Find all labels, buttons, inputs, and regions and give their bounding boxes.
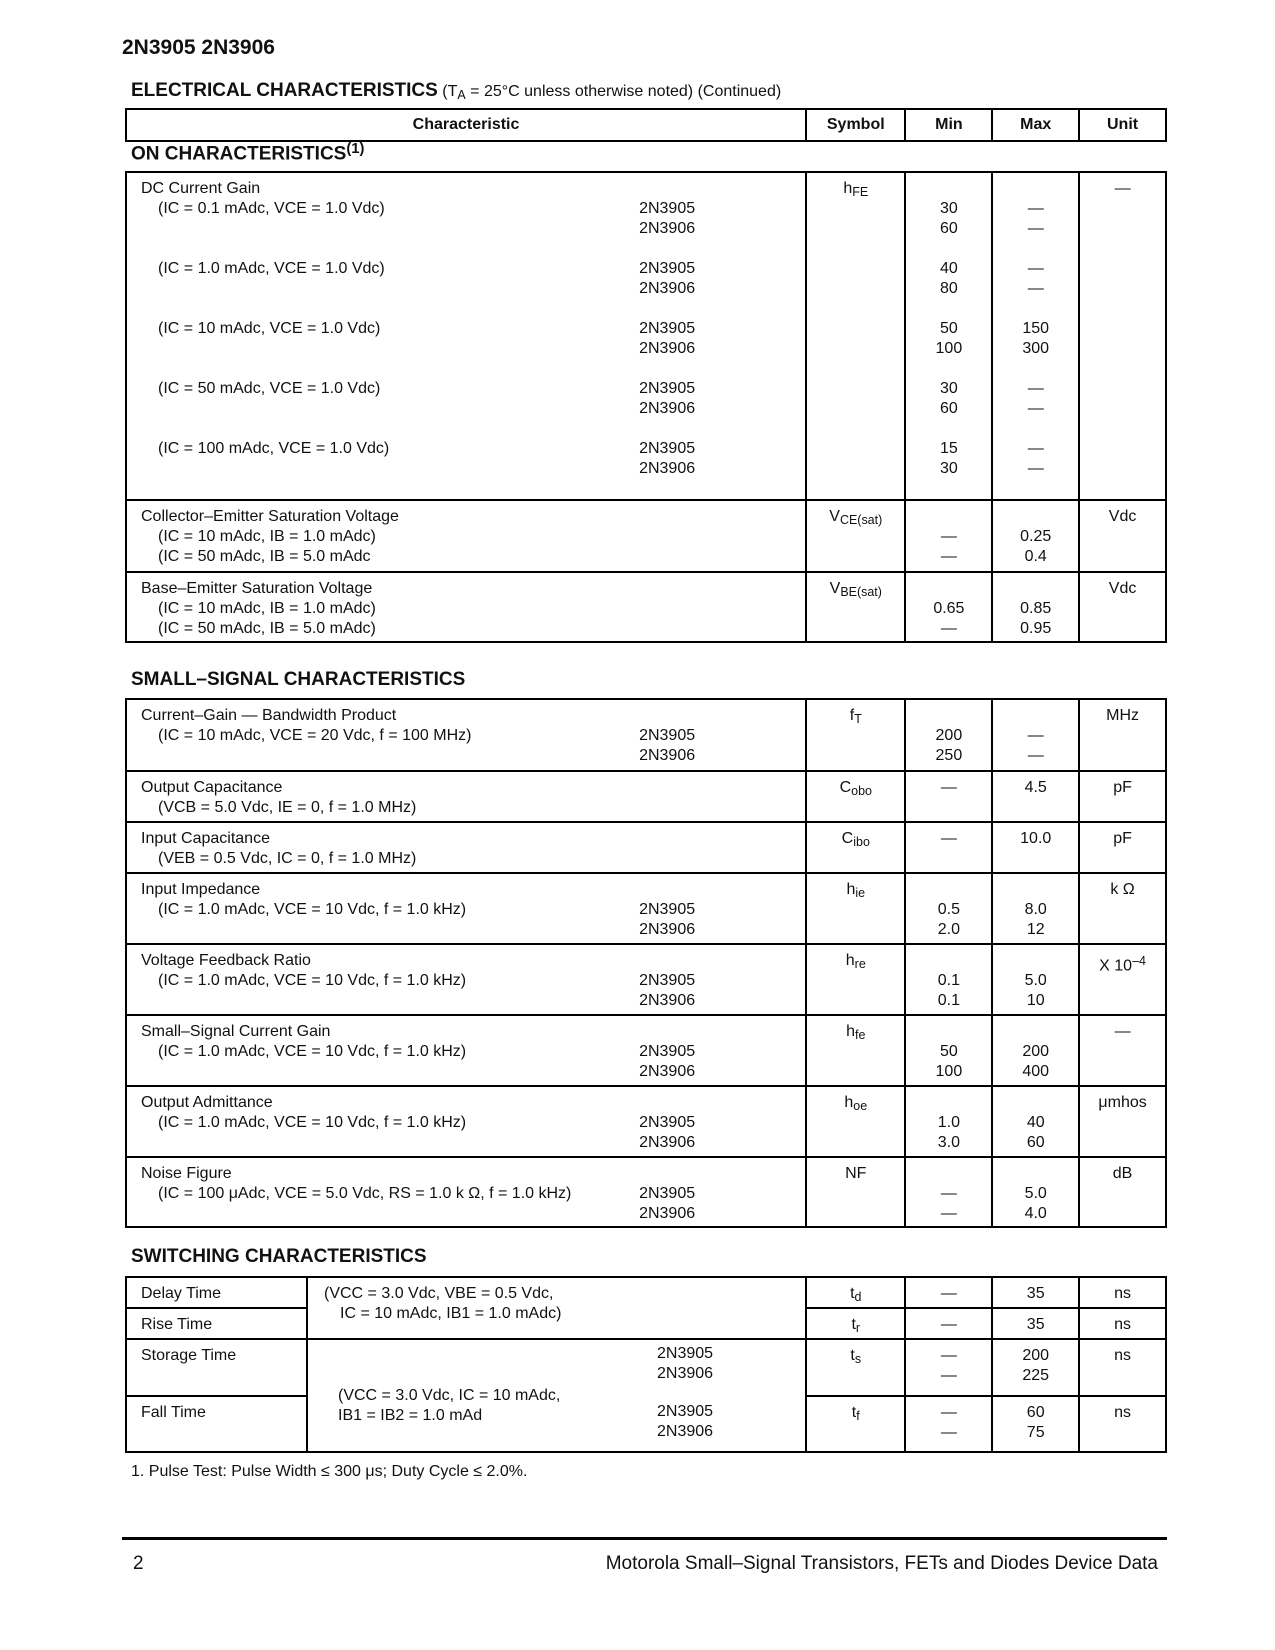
device-label: 2N3906 [639,921,696,938]
device-label: 2N3906 [639,460,696,477]
condition-text: (IC = 10 mAdc, IB = 1.0 mAdc) [158,528,376,545]
header-characteristic: Characteristic [126,109,806,141]
unit-cell: k Ω [1079,873,1166,944]
table-row [126,873,1166,944]
document-header: 2N3905 2N3906 [122,36,275,59]
symbol-cell: $h_{ie}$ [806,873,905,944]
condition-text: (IC = 100 mAdc, VCE = 1.0 Vdc) [158,440,390,457]
param-name: Input Impedance [141,881,261,898]
condition-text: (VCC = 3.0 Vdc, VBE = 0.5 Vdc, IC = 10 mAdc, IB1 = 1.0 mAdc) [307,1277,806,1339]
device-label: 2N3905 [639,200,696,217]
title-condition: ($T_A = 25^\circ C$ unless otherwise noted) (Continued) [442,83,782,103]
unit-cell: ns [1079,1339,1166,1396]
device-label: 2N3905 [639,440,696,457]
max-cell: 8.0 12 [992,873,1079,944]
param-name: Rise Time [126,1308,307,1339]
small-signal-table [125,698,1167,1228]
table-row [126,1277,1166,1308]
section-on-characteristics: ON CHARACTERISTICS$^{(1)}$ [131,141,365,165]
max-cell: 5.0 10 [992,944,1079,1015]
symbol-cell: NF [806,1157,905,1227]
condition-text: (VCC = 3.0 Vdc, IC = 10 mAdc, IB1 = IB2 = 1.0 mAd [338,1387,561,1425]
unit-cell: ns [1079,1396,1166,1452]
param-name: Output Capacitance [141,779,283,796]
param-name: Delay Time [126,1277,307,1308]
condition-text: (IC = 50 mAdc, IB = 5.0 mAdc [158,548,371,565]
switching-table [125,1276,1167,1453]
symbol-cell: $h_{re}$ [806,944,905,1015]
device-label: 2N3905 [639,260,696,277]
device-label: 2N3906 [639,340,696,357]
table-row [126,572,1166,642]
device-label: 2N3905 [639,380,696,397]
param-name: Collector–Emitter Saturation Voltage [141,508,399,525]
device-label: 2N3905 [639,972,696,989]
unit-cell: pF [1079,771,1166,822]
device-label: 2N3906 [639,747,696,764]
max-cell: 200 400 [992,1015,1079,1086]
unit-cell: ns [1079,1277,1166,1308]
condition-text: (IC = 1.0 mAdc, VCE = 10 Vdc, f = 1.0 kHz) [158,901,467,918]
table-row [126,822,1166,873]
footnote: 1. Pulse Test: Pulse Width ≤ 300 μs; Duty Cycle ≤ 2.0%. [131,1463,528,1480]
device-label: 2N3906 [657,1365,714,1383]
min-cell: — — [905,1157,992,1227]
device-label: 2N3905 [639,1043,696,1060]
condition-text: (IC = 1.0 mAdc, VCE = 10 Vdc, f = 1.0 kHz) [158,1043,467,1060]
device-label: 2N3905 [657,1345,714,1363]
title-main: ELECTRICAL CHARACTERISTICS [131,80,438,101]
unit-cell: Vdc [1079,500,1166,572]
condition-text: (IC = 10 mAdc, VCE = 1.0 Vdc) [158,320,381,337]
condition-text: (IC = 1.0 mAdc, VCE = 1.0 Vdc) [158,260,385,277]
min-cell: 0.65 — [905,572,992,642]
on-characteristics-table [125,171,1167,643]
device-label: 2N3906 [639,1205,696,1222]
device-label: 2N3906 [639,280,696,297]
header-unit: Unit [1079,109,1166,141]
condition-text: (IC = 1.0 mAdc, VCE = 10 Vdc, f = 1.0 kHz) [158,1114,467,1131]
device-label: 2N3906 [639,1063,696,1080]
max-cell: 40 60 [992,1086,1079,1157]
min-cell: — — [905,1339,992,1396]
min-cell: 0.5 2.0 [905,873,992,944]
header-table [125,108,1167,142]
condition-text: (IC = 50 mAdc, IB = 5.0 mAdc) [158,620,376,637]
param-name: Noise Figure [141,1165,232,1182]
min-cell: 200 250 [905,699,992,771]
max-cell: 60 75 [992,1396,1079,1452]
param-name: Fall Time [126,1396,307,1452]
symbol-cell: $t_s$ [806,1339,905,1396]
symbol-cell: $h_{FE}$ [806,172,905,500]
unit-cell: dB [1079,1157,1166,1227]
min-cell: 50 100 [905,1015,992,1086]
min-cell: — [905,1308,992,1339]
device-label: 2N3906 [639,1134,696,1151]
device-label: 2N3906 [639,992,696,1009]
unit-cell: pF [1079,822,1166,873]
symbol-cell: $h_{fe}$ [806,1015,905,1086]
condition-text: (VCB = 5.0 Vdc, IE = 0, f = 1.0 MHz) [158,799,417,816]
table-row [126,1086,1166,1157]
page-number: 2 [133,1553,144,1574]
symbol-cell: $t_r$ [806,1308,905,1339]
max-cell: 200 225 [992,1339,1079,1396]
condition-text: (VEB = 0.5 Vdc, IC = 0, f = 1.0 MHz) [158,850,417,867]
symbol-cell: $t_f$ [806,1396,905,1452]
footer-source: Motorola Small–Signal Transistors, FETs and Diodes Device Data [605,1553,1158,1574]
symbol-cell: $t_d$ [806,1277,905,1308]
table-title [131,80,781,102]
device-label: 2N3905 [639,901,696,918]
param-name: Storage Time [126,1339,307,1396]
condition-text: (IC = 0.1 mAdc, VCE = 1.0 Vdc) [158,200,385,217]
max-cell: 10.0 [992,822,1079,873]
table-row [126,1339,1166,1396]
param-name: Small–Signal Current Gain [141,1023,331,1040]
condition-text: (IC = 100 μAdc, VCE = 5.0 Vdc, RS = 1.0 k Ω, f = 1.0 kHz) [158,1185,572,1202]
max-cell: — — — — 150 300 — — — — [992,172,1079,500]
table-row [126,944,1166,1015]
min-cell: — — [905,500,992,572]
max-cell: 0.25 0.4 [992,500,1079,572]
table-row [126,1015,1166,1086]
footer-rule [122,1537,1167,1540]
table-row [126,172,1166,500]
min-cell: — [905,771,992,822]
symbol-cell: $V_{CE(sat)}$ [806,500,905,572]
param-name: Voltage Feedback Ratio [141,952,311,969]
unit-cell: MHz [1079,699,1166,771]
param-name: Output Admittance [141,1094,273,1111]
param-name: Base–Emitter Saturation Voltage [141,580,373,597]
min-cell: — [905,822,992,873]
condition-text: (IC = 10 mAdc, IB = 1.0 mAdc) [158,600,376,617]
symbol-cell: $f_T$ [806,699,905,771]
symbol-cell: $h_{oe}$ [806,1086,905,1157]
device-label: 2N3905 [639,1114,696,1131]
unit-cell: Vdc [1079,572,1166,642]
header-min: Min [905,109,992,141]
unit-cell: — [1079,172,1166,500]
max-cell: 5.0 4.0 [992,1157,1079,1227]
header-symbol: Symbol [806,109,905,141]
max-cell: — — [992,699,1079,771]
min-cell: 1.0 3.0 [905,1086,992,1157]
unit-cell: — [1079,1015,1166,1086]
param-name: Input Capacitance [141,830,270,847]
param-name: DC Current Gain [141,180,261,197]
condition-text: (IC = 10 mAdc, VCE = 20 Vdc, f = 100 MHz) [158,727,472,744]
condition-text: (IC = 1.0 mAdc, VCE = 10 Vdc, f = 1.0 kHz) [158,972,467,989]
table-row [126,500,1166,572]
max-cell: 35 [992,1277,1079,1308]
device-label: 2N3905 [639,1185,696,1202]
device-label: 2N3906 [639,220,696,237]
condition-text: (IC = 50 mAdc, VCE = 1.0 Vdc) [158,380,381,397]
min-cell: — [905,1277,992,1308]
max-cell: 0.85 0.95 [992,572,1079,642]
table-row [126,699,1166,771]
max-cell: 35 [992,1308,1079,1339]
device-label: 2N3905 [657,1403,714,1421]
unit-cell: X $10^{-4}$ [1079,944,1166,1015]
unit-cell: μmhos [1079,1086,1166,1157]
table-row [126,1157,1166,1227]
table-row [126,771,1166,822]
unit-cell: ns [1079,1308,1166,1339]
symbol-cell: $C_{obo}$ [806,771,905,822]
device-label: 2N3906 [657,1423,714,1441]
device-label: 2N3905 [639,320,696,337]
min-cell: — — [905,1396,992,1452]
header-max: Max [992,109,1079,141]
symbol-cell: $C_{ibo}$ [806,822,905,873]
min-cell: 30 60 40 80 50 100 30 60 15 30 [905,172,992,500]
max-cell: 4.5 [992,771,1079,822]
min-cell: 0.1 0.1 [905,944,992,1015]
device-label: 2N3905 [639,727,696,744]
section-switching: SWITCHING CHARACTERISTICS [131,1246,427,1267]
device-label: 2N3906 [639,400,696,417]
symbol-cell: $V_{BE(sat)}$ [806,572,905,642]
section-small-signal: SMALL–SIGNAL CHARACTERISTICS [131,669,466,690]
param-name: Current–Gain — Bandwidth Product [141,707,397,724]
